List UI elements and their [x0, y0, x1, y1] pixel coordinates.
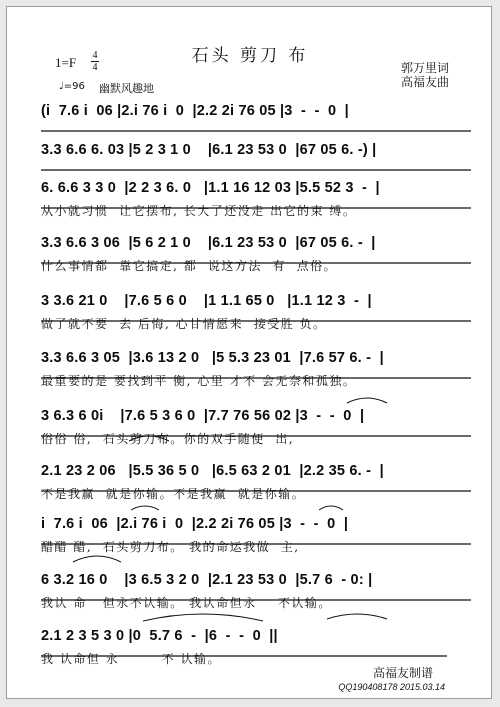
- lyric-row: 醋醋 醋, 石头剪刀布。 我的命运我做 主,: [41, 540, 300, 554]
- time-signature-bottom: 4: [92, 62, 98, 73]
- time-signature-top: 4: [92, 50, 98, 61]
- transcriber-credit: 高福友制谱: [372, 666, 433, 680]
- note-row: 6. 6.6 3 3 0 |2 2 3 6. 0 |1.1 16 12 03 |5.5 52 3 - |: [41, 180, 380, 196]
- lyric-row: 不是我赢 就是你输。不是我赢 就是你输。: [41, 487, 306, 501]
- lyric-row: 我认 命 但永不认输。 我认命但永 不认输。: [41, 596, 332, 610]
- lyric-row: 俗俗 俗, 石头剪刀布。你的双手随便 出,: [41, 432, 295, 446]
- lyric-row: 我 认命但 永 不 认输。: [41, 652, 221, 666]
- note-row: (i 7.6 i 06 |2.i 76 i 0 |2.2 2i 76 05 |3 - - 0 |: [41, 103, 349, 119]
- note-row: 3.3 6.6 3 06 |5 6 2 1 0 |6.1 23 53 0 |67 05 6. - |: [41, 235, 376, 251]
- lyric-row: 最重要的是 要找到平 衡, 心里 才不 会无奈和孤独。: [41, 374, 357, 388]
- composer-credit: 高福友曲: [400, 75, 449, 89]
- note-row: 6 3.2 16 0 |3 6.5 3 2 0 |2.1 23 53 0 |5.7 6 - 0: |: [41, 572, 373, 588]
- score-sheet: [6, 6, 492, 699]
- lyric-row: 什么事情都 靠它搞定, 都 说这方法 有 点俗。: [41, 259, 338, 273]
- note-row: 3.3 6.6 6. 03 |5 2 3 1 0 |6.1 23 53 0 |67 05 6. -) |: [41, 142, 377, 158]
- note-row: 3 6.3 6 0i |7.6 5 3 6 0 |7.7 76 56 02 |3 - - 0 |: [41, 408, 365, 424]
- slur-mark: [327, 614, 387, 619]
- note-row: i 7.6 i 06 |2.i 76 i 0 |2.2 2i 76 05 |3 - - 0 |: [41, 516, 349, 532]
- song-title: 石头 剪刀 布: [191, 46, 309, 66]
- lyric-row: 做了就不要 去 后悔, 心甘情愿来 接受胜 负。: [41, 317, 327, 331]
- lyricist-credit: 郭万里词: [400, 61, 449, 75]
- slur-mark: [131, 506, 159, 510]
- lyric-row: 从小就习惯 让它摆布, 长大了还没走 出它的束 缚。: [41, 204, 357, 218]
- expression-marking: 幽默风趣地: [99, 82, 154, 95]
- slur-mark: [73, 556, 121, 562]
- time-signature: [91, 51, 99, 72]
- tempo-marking: ♩=96: [59, 81, 85, 92]
- note-row: 2.1 2 3 5 3 0 |0 5.7 6 - |6 - - 0 ||: [41, 628, 278, 644]
- note-row: 2.1 23 2 06 |5.5 36 5 0 |6.5 63 2 01 |2.2 35 6. - |: [41, 463, 384, 479]
- note-row: 3 3.6 21 0 |7.6 5 6 0 |1 1.1 65 0 |1.1 12 3 - |: [41, 293, 372, 309]
- slur-mark: [347, 398, 387, 403]
- slur-mark: [143, 614, 263, 621]
- qq-date-stamp: QQ190408178 2015.03.14: [338, 682, 445, 692]
- slur-mark: [319, 506, 343, 510]
- key-signature: 1=F: [55, 55, 77, 70]
- note-row: 3.3 6.6 3 05 |3.6 13 2 0 |5 5.3 23 01 |7.6 57 6. - |: [41, 350, 384, 366]
